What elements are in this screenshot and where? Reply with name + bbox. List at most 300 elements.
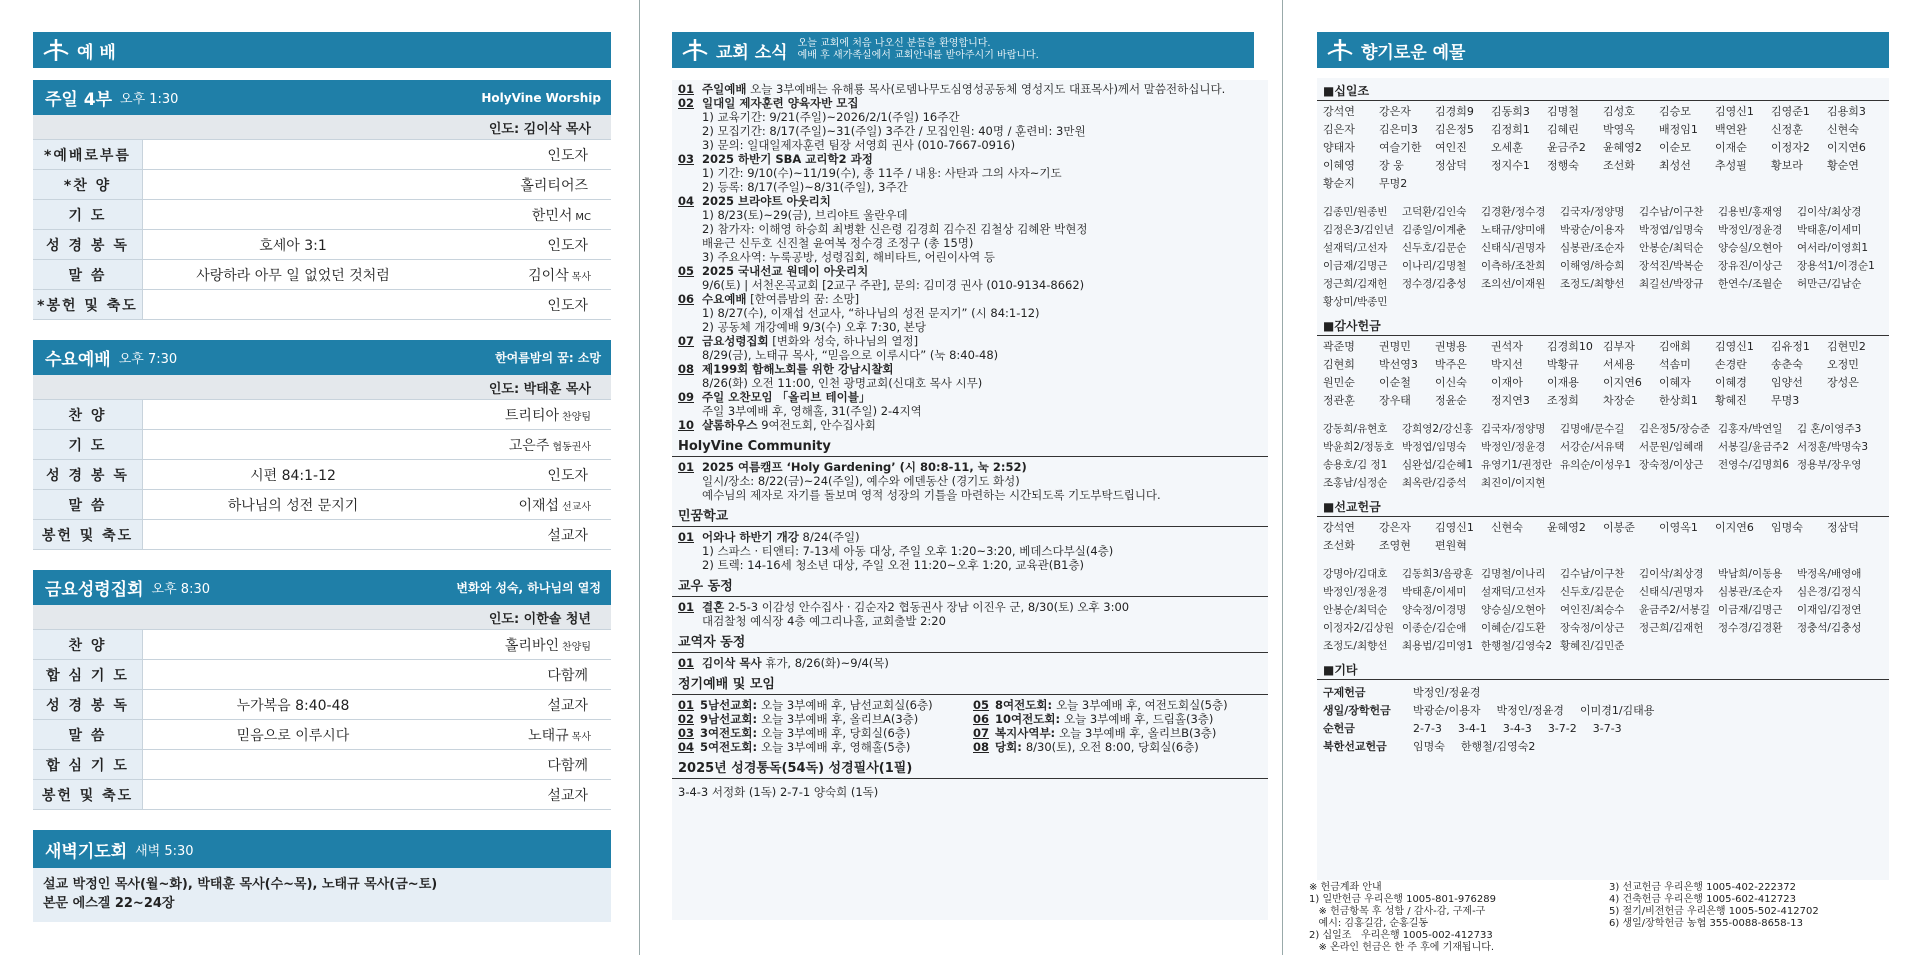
person-title: 찬양팀 xyxy=(562,641,591,653)
news-item-title: 수요예배 xyxy=(702,292,747,306)
offerer-name: 노태규/양미애 xyxy=(1481,224,1546,236)
offerer-name: 강석연 xyxy=(1323,105,1355,118)
service-leader: 인도: 이한솔 청년 xyxy=(33,605,611,630)
offerer-name: 곽준명 xyxy=(1323,340,1355,353)
news-item-title: 2025 국내선교 원데이 아웃리치 xyxy=(702,264,869,278)
name-list xyxy=(1317,563,1889,657)
offerer-name: 김은미3 xyxy=(1379,123,1418,136)
person-name: 설교자 xyxy=(547,787,588,804)
offerer-name: 양승실/오현아 xyxy=(1481,604,1546,616)
offerer-name: 김명철/이나리 xyxy=(1481,568,1546,580)
offerer-name: 권명민 xyxy=(1379,340,1411,353)
order-item: 말 씀 xyxy=(33,720,143,749)
offerer-name: 박선영3 xyxy=(1379,358,1418,371)
offerer-name: 김정은3/김인년 xyxy=(1323,224,1395,236)
offerer-name: 정근희/김재헌 xyxy=(1323,278,1388,290)
news-item-detail: 일시/장소: 8/22(금)~24(주일), 예수와 에덴동산 (경기도 화성) xyxy=(702,474,1020,488)
offerer-name: 이봉준 xyxy=(1603,521,1635,534)
news-item-title: 주일 오찬모임 「올리브 테이블」 xyxy=(702,390,871,404)
offerer-name: 신정훈 xyxy=(1771,123,1803,136)
offerer-name: 이혜자 xyxy=(1659,376,1691,389)
person-name: 다함께 xyxy=(547,757,588,774)
news-item-title: 결혼 xyxy=(702,600,725,614)
news-item-detail: 2) 트렉: 14-16세 청소년 대상, 주일 오전 11:20~오후 1:20, 교육관(B1층) xyxy=(702,558,1085,572)
offerer-name: 김국자/정양명 xyxy=(1560,206,1625,218)
order-detail: 호세아 3:1 xyxy=(259,237,327,254)
offerer-name: 손경란 xyxy=(1715,358,1747,371)
news-item-detail: 1) 기간: 9/10(수)~11/19(수), 총 11주 / 내용: 사탄과 그의 사자~기도 xyxy=(702,166,1062,180)
offerer-name: 서봉길/윤금주2 xyxy=(1718,441,1790,453)
offerer-name: 조선화 xyxy=(1323,539,1355,552)
offerer-name: 한상희1 xyxy=(1659,394,1698,407)
account-line: ※ 헌금항목 후 성함 / 감사-감, 구제-구 xyxy=(1309,906,1486,917)
offerer-name: 장용석1/이경순1 xyxy=(1797,260,1875,272)
offerer-name: 송춘숙 xyxy=(1771,358,1803,371)
news-item xyxy=(672,460,1268,502)
other-name: 한행철/김영숙2 xyxy=(1460,740,1536,753)
meeting-info: 오늘 3부예배 후, 영해홀(5층) xyxy=(761,740,911,754)
offerer-name: 백연완 xyxy=(1715,123,1747,136)
offerer-name: 정수경/김경환 xyxy=(1718,622,1783,634)
offerer-name: 신두호/김문순 xyxy=(1560,586,1625,598)
meeting-group: 9남선교회: xyxy=(700,712,758,726)
news-group-title: HolyVine Community xyxy=(672,432,1268,457)
account-line: ※ 헌금계좌 안내 xyxy=(1309,882,1382,893)
account-left xyxy=(1309,882,1609,954)
other-row xyxy=(1323,684,1883,702)
news-item-detail: 주일 3부예배 후, 영해홀, 31(주일) 2-4지역 xyxy=(702,404,922,418)
news-item xyxy=(672,390,1268,418)
offerer-name: 이재순 xyxy=(1715,141,1747,154)
offerer-name: 장숙정/이상근 xyxy=(1560,622,1625,634)
service-theme: 변화와 성숙, 하나님의 열정 xyxy=(456,581,601,595)
news-item-detail: 2) 등록: 8/17(주일)~8/31(주일), 3주간 xyxy=(702,180,908,194)
order-detail: 시편 84:1-12 xyxy=(250,467,336,484)
person-name: 고은주 xyxy=(508,437,550,454)
news-item-heading xyxy=(678,264,1268,278)
offerer-name: 이금재/김명근 xyxy=(1718,604,1783,616)
order-item: 말 씀 xyxy=(33,260,143,289)
service-time: 오후 1:30 xyxy=(120,92,179,107)
news-title: 교회 소식 xyxy=(716,42,788,63)
service-leader: 인도: 김이삭 목사 xyxy=(33,115,611,140)
other-name: 박정인/정윤경 xyxy=(1413,686,1481,699)
offerer-name: 여인진/최승수 xyxy=(1560,604,1625,616)
service-theme: HolyVine Worship xyxy=(481,90,601,105)
offerer-name: 정지수1 xyxy=(1491,159,1530,172)
offerer-name: 박정엽/임명숙 xyxy=(1639,224,1704,236)
offerer-name: 박정인/정윤경 xyxy=(1718,224,1783,236)
dawn-header xyxy=(33,830,611,868)
offerer-name: 김경희9 xyxy=(1435,105,1474,118)
meeting-group: 8여전도회: xyxy=(995,698,1053,712)
other-name: 3-4-1 xyxy=(1457,722,1487,735)
meeting-info: 오늘 3부예배 후, 올리브B(3층) xyxy=(1059,726,1217,740)
offerer-name: 장우태 xyxy=(1379,394,1411,407)
offerer-name: 박주은 xyxy=(1435,358,1467,371)
offerer-name: 김이삭/최상경 xyxy=(1797,206,1862,218)
offerer-name: 윤금주2/서봉길 xyxy=(1639,604,1711,616)
news-item-heading xyxy=(678,530,1268,544)
offerer-name: 정삼덕 xyxy=(1435,159,1467,172)
offerer-name: 오세훈 xyxy=(1491,141,1523,154)
order-row xyxy=(33,720,611,750)
offerer-name: 윤금주2 xyxy=(1547,141,1586,154)
offerer-name: 김동희3 xyxy=(1491,105,1530,118)
offerer-name: 이재아 xyxy=(1491,376,1523,389)
news-item-detail: 1) 교육기간: 9/21(주일)~2026/2/1(주일) 16주간 xyxy=(702,110,960,124)
news-item-number: 07 xyxy=(678,334,695,348)
offerer-name: 정충석/김충성 xyxy=(1797,622,1862,634)
news-item-number: 01 xyxy=(678,530,695,544)
order-row xyxy=(33,520,611,550)
meeting-info: 오늘 3부예배 후, 남선교회실(6층) xyxy=(761,698,933,712)
meeting-group: 5여전도회: xyxy=(700,740,758,754)
order-person xyxy=(443,145,611,165)
offerer-name: 조홍남/심정순 xyxy=(1323,477,1388,489)
other-name: 임명숙 xyxy=(1413,740,1445,753)
offerer-name: 최진이/이지현 xyxy=(1481,477,1546,489)
order-item: 봉헌 및 축도 xyxy=(33,780,143,809)
order-row xyxy=(33,630,611,660)
news-item-heading xyxy=(678,96,1268,110)
offerer-name: 황상미/박종민 xyxy=(1323,296,1388,308)
news-item-text: 오늘 3부예배는 유해룡 목사(로뎀나무도심영성공동체 영성지도 대표목사)께서 말씀전하십니다. xyxy=(746,82,1226,96)
offerer-name: 윤혜영2 xyxy=(1547,521,1586,534)
news-item-heading xyxy=(678,292,1268,306)
offerer-name: 정수경/김충성 xyxy=(1402,278,1467,290)
service-name: 주일 4부 xyxy=(45,90,113,110)
offerer-name: 김애희 xyxy=(1659,340,1691,353)
news-item-number: 01 xyxy=(678,656,695,670)
news-item-title: 2025 여름캠프 ‘Holy Gardening’ (시 80:8-11, 눅 2:52) xyxy=(702,460,1027,474)
order-item: *예배로부름 xyxy=(33,140,143,169)
offerer-name: 양태자 xyxy=(1323,141,1355,154)
dawn-prayer-block xyxy=(33,830,611,922)
offerer-name: 이신숙 xyxy=(1435,376,1467,389)
other-offerings xyxy=(1317,680,1889,760)
meeting-row xyxy=(973,712,1268,726)
account-info xyxy=(1309,882,1909,954)
news-item-text: [변화와 성숙, 하나님의 열정] xyxy=(768,334,919,348)
offerer-name: 강은자 xyxy=(1379,105,1411,118)
offerer-name: 이순모 xyxy=(1659,141,1691,154)
person-name: 다함께 xyxy=(547,667,588,684)
offerer-name: 조정도/최향선 xyxy=(1560,278,1625,290)
offerer-name: 김영신1 xyxy=(1715,105,1754,118)
news-item xyxy=(672,292,1268,334)
meeting-number: 08 xyxy=(973,740,990,754)
order-item: 성 경 봉 독 xyxy=(33,690,143,719)
news-item-detail: 2) 참가자: 이해영 하승희 최병환 신은령 김경희 김수진 김철상 김혜완 박현정 xyxy=(702,222,1088,236)
offerer-name: 이측하/조찬희 xyxy=(1481,260,1546,272)
order-person xyxy=(443,235,611,255)
order-item: 성 경 봉 독 xyxy=(33,460,143,489)
other-row xyxy=(1323,720,1883,738)
offerer-name: 이종순/김순애 xyxy=(1402,622,1467,634)
offerer-name: 설재덕/고선자 xyxy=(1323,242,1388,254)
meeting-group: 당회: xyxy=(995,740,1022,754)
offerer-name: 권병용 xyxy=(1435,340,1467,353)
order-item: *봉헌 및 축도 xyxy=(33,290,143,319)
offerer-name: 고덕환/김인숙 xyxy=(1402,206,1467,218)
news-item-heading xyxy=(678,418,1268,432)
order-person xyxy=(443,175,611,195)
order-item: 기 도 xyxy=(33,200,143,229)
offering-category: ■십일조 xyxy=(1317,78,1889,101)
offerer-name: 최용범/김미영1 xyxy=(1402,640,1474,652)
offerer-name: 조영현 xyxy=(1379,539,1411,552)
offerer-name: 정윤순 xyxy=(1435,394,1467,407)
offerer-name: 유영기1/권정란 xyxy=(1481,459,1553,471)
news-item-title: 김이삭 목사 xyxy=(702,656,762,670)
offerer-name: 양승실/오현아 xyxy=(1718,242,1783,254)
offerer-name: 추성필 xyxy=(1715,159,1747,172)
news-item-heading xyxy=(678,390,1268,404)
offerer-name: 김현민2 xyxy=(1827,340,1866,353)
welcome-line-2: 예배 후 새가족실에서 교회안내를 받아주시기 바랍니다. xyxy=(797,50,1039,61)
offerer-name: 박정인/정윤경 xyxy=(1481,441,1546,453)
news-item-text: 8/24(주일) xyxy=(798,530,860,544)
news-item-heading xyxy=(678,152,1268,166)
offerer-name: 박정엽/임명숙 xyxy=(1402,441,1467,453)
news-item-number: 09 xyxy=(678,390,695,404)
offerer-name: 안봉순/최덕순 xyxy=(1323,604,1388,616)
offerer-name: 신두호/김문순 xyxy=(1402,242,1467,254)
news-item xyxy=(672,334,1268,362)
meeting-row xyxy=(678,712,973,726)
order-row xyxy=(33,660,611,690)
offerer-name: 정용부/장우영 xyxy=(1797,459,1862,471)
news-item-title: 2025 브라야트 아웃리치 xyxy=(702,194,831,208)
order-person xyxy=(443,435,611,455)
dawn-name: 새벽기도회 xyxy=(45,841,128,862)
offerer-name: 김국자/정양명 xyxy=(1481,423,1546,435)
meeting-row xyxy=(678,726,973,740)
offerer-name: 정관훈 xyxy=(1323,394,1355,407)
offerer-name: 최길선/박장규 xyxy=(1639,278,1704,290)
other-name: 2-7-3 xyxy=(1413,722,1442,735)
news-item xyxy=(672,96,1268,152)
offerer-name: 이정자2 xyxy=(1771,141,1810,154)
other-type: 순헌금 xyxy=(1323,722,1355,735)
order-item: 찬 양 xyxy=(33,400,143,429)
offerer-name: 무명3 xyxy=(1771,394,1800,407)
order-item: 기 도 xyxy=(33,430,143,459)
offerer-name: 조정희 xyxy=(1547,394,1579,407)
meeting-group: 복지사역부: xyxy=(995,726,1056,740)
other-row xyxy=(1323,702,1883,720)
other-type: 북한선교헌금 xyxy=(1323,740,1387,753)
offering-category: ■감사헌금 xyxy=(1317,313,1889,336)
other-name: 박정인/정윤경 xyxy=(1496,704,1564,717)
person-title: 목사 xyxy=(571,271,591,283)
welcome-line-1: 오늘 교회에 처음 나오신 분들을 환영합니다. xyxy=(797,38,991,49)
offerer-name: 윤혜영2 xyxy=(1603,141,1642,154)
offerer-name: 김은정5 xyxy=(1435,123,1474,136)
offerer-name: 정삼덕 xyxy=(1827,521,1859,534)
meeting-info: 오늘 3부예배 후, 드림홀(3층) xyxy=(1064,712,1214,726)
offering-list xyxy=(1317,78,1889,880)
news-item-heading xyxy=(678,362,1268,376)
meeting-row xyxy=(973,698,1268,712)
order-person xyxy=(443,265,611,285)
worship-header xyxy=(33,32,611,68)
other-row xyxy=(1323,738,1883,756)
offerer-name: 김영준1 xyxy=(1771,105,1810,118)
order-person xyxy=(443,465,611,485)
account-line: 1) 일반헌금 우리은행 1005-801-976289 xyxy=(1309,894,1497,905)
news-item-detail: 예수님의 제자로 자기를 돌보며 영적 성장의 기틀을 마련하는 시간되도록 기도부탁드립니다. xyxy=(702,488,1161,502)
offerer-name: 무명2 xyxy=(1379,177,1408,190)
order-detail: 하나님의 성전 문지기 xyxy=(227,497,359,514)
news-item-number: 04 xyxy=(678,194,695,208)
news-item-title: 샬롬하우스 xyxy=(702,418,758,432)
order-row xyxy=(33,200,611,230)
news-item-heading xyxy=(678,194,1268,208)
offerer-name: 이나리/김명철 xyxy=(1402,260,1467,272)
order-row xyxy=(33,260,611,290)
news-item-detail: 2) 공동체 개강예배 9/3(수) 오후 7:30, 본당 xyxy=(702,320,927,334)
offerer-name: 김홍자/박연일 xyxy=(1718,423,1783,435)
person-title: 목사 xyxy=(571,731,591,743)
offerer-name: 조선화 xyxy=(1603,159,1635,172)
order-row xyxy=(33,460,611,490)
news-item-title: 금요성령집회 xyxy=(702,334,769,348)
wednesday-worship-block xyxy=(33,340,611,550)
offerer-name: 이재용 xyxy=(1547,376,1579,389)
service-name: 수요예배 xyxy=(45,350,111,370)
offering-category: ■선교헌금 xyxy=(1317,494,1889,517)
meeting-row xyxy=(678,698,973,712)
offerer-name: 김수남/이구찬 xyxy=(1639,206,1704,218)
news-item-heading xyxy=(678,600,1268,614)
news-item-detail: 1) 8/23(토)~29(금), 브리야트 울란우데 xyxy=(702,208,908,222)
person-title: 선교사 xyxy=(562,501,591,513)
order-item: *찬 양 xyxy=(33,170,143,199)
offerer-name: 조정도/최향선 xyxy=(1323,640,1388,652)
offerer-name: 김이삭/최상경 xyxy=(1639,568,1704,580)
name-list xyxy=(1317,336,1889,412)
offerer-name: 차장순 xyxy=(1603,394,1635,407)
news-item xyxy=(672,264,1268,292)
offerer-name: 박태훈/이세미 xyxy=(1797,224,1862,236)
order-item: 합 심 기 도 xyxy=(33,750,143,779)
offerer-name: 서강순/서유택 xyxy=(1560,441,1625,453)
news-item-number: 01 xyxy=(678,600,695,614)
service-name: 금요성령집회 xyxy=(45,580,144,600)
order-person xyxy=(443,635,611,655)
account-line: 6) 생일/장학헌금 농협 355-0088-8658-13 xyxy=(1609,918,1803,929)
news-item xyxy=(672,194,1268,264)
service-header xyxy=(33,340,611,375)
meeting-row xyxy=(973,726,1268,740)
account-line: 예시: 김홍길감, 순홍길동 xyxy=(1309,918,1429,929)
meeting-info: 오늘 3부예배 후, 당회실(6층) xyxy=(761,726,911,740)
offerer-name: 김유정1 xyxy=(1771,340,1810,353)
meeting-number: 03 xyxy=(678,726,695,740)
offerer-name: 강희영2/강신홍 xyxy=(1402,423,1474,435)
offerer-name: 이영옥1 xyxy=(1659,521,1698,534)
offerer-name: 이혜영 xyxy=(1323,159,1355,172)
offerer-name: 최옥란/김중석 xyxy=(1402,477,1467,489)
offerer-name: 황보라 xyxy=(1771,159,1803,172)
offering-header xyxy=(1317,32,1889,68)
offerer-name: 김명철 xyxy=(1547,105,1579,118)
news-item xyxy=(672,152,1268,194)
news-group-title: 교역자 동정 xyxy=(672,628,1268,653)
news-item xyxy=(672,418,1268,432)
person-title: 협동권사 xyxy=(552,441,591,453)
offerer-name: 장 웅 xyxy=(1379,159,1404,172)
order-row xyxy=(33,430,611,460)
offerer-name: 이재임/김정연 xyxy=(1797,604,1862,616)
offerer-name: 석솜미 xyxy=(1659,358,1691,371)
reading-list: 3-4-3 서정화 (1독) 2-7-1 양숙희 (1독) xyxy=(678,785,879,799)
news-item-number: 10 xyxy=(678,418,695,432)
other-name: 3-7-3 xyxy=(1592,722,1622,735)
offerer-name: 박영옥 xyxy=(1603,123,1635,136)
offerer-name: 김종일/이계춘 xyxy=(1402,224,1467,236)
offerer-name: 김용빈/홍재영 xyxy=(1718,206,1783,218)
offerer-name: 서정훈/박명숙3 xyxy=(1797,441,1869,453)
offerer-name: 김동희3/음광훈 xyxy=(1402,568,1474,580)
offerer-name: 신현숙 xyxy=(1491,521,1523,534)
offerer-name: 장유진/이상근 xyxy=(1718,260,1783,272)
news-item-title: 어와나 하반기 개강 xyxy=(702,530,799,544)
offerer-name: 최성선 xyxy=(1659,159,1691,172)
order-detail: 믿음으로 이루시다 xyxy=(236,727,350,744)
other-name: 이미경1/김태용 xyxy=(1579,704,1655,717)
order-row xyxy=(33,750,611,780)
name-list xyxy=(1317,101,1889,195)
service-leader: 인도: 박태훈 목사 xyxy=(33,375,611,400)
offerer-name: 한행철/김영숙2 xyxy=(1481,640,1553,652)
church-logo-icon xyxy=(41,36,71,64)
news-item-heading xyxy=(678,656,1268,670)
offering-title: 향기로운 예물 xyxy=(1361,42,1466,63)
offerer-name: 장석진/박복순 xyxy=(1639,260,1704,272)
service-header xyxy=(33,80,611,115)
offerer-name: 이금재/김명근 xyxy=(1323,260,1388,272)
meeting-number: 01 xyxy=(678,698,695,712)
news-item-number: 08 xyxy=(678,362,695,376)
offerer-name: 설재덕/고선자 xyxy=(1481,586,1546,598)
offerer-name: 김영신1 xyxy=(1715,340,1754,353)
meeting-group: 3여전도회: xyxy=(700,726,758,740)
other-type: 생일/장학헌금 xyxy=(1323,704,1391,717)
news-item-number: 03 xyxy=(678,152,695,166)
news-item-detail: 대검찰청 예식장 4층 예그리나홀, 교회출발 2:20 xyxy=(702,614,946,628)
offerer-name: 김용희3 xyxy=(1827,105,1866,118)
offerer-name: 황순지 xyxy=(1323,177,1355,190)
news-item-number: 01 xyxy=(678,460,695,474)
offerer-name: 장숙정/이상근 xyxy=(1639,459,1704,471)
offerer-name: 임명숙 xyxy=(1771,521,1803,534)
offerer-name: 배정임1 xyxy=(1659,123,1698,136)
account-line: ※ 온라인 헌금은 한 주 후에 기재됩니다. xyxy=(1309,942,1495,953)
news-item-title: 제199회 함해노회를 위한 강남시찰회 xyxy=(702,362,894,376)
offerer-name: 심완섭/김순혜1 xyxy=(1402,459,1474,471)
meeting-info: 오늘 3부예배 후, 여전도회실(5층) xyxy=(1056,698,1228,712)
news-item-text: 9여전도회, 안수집사회 xyxy=(757,418,876,432)
order-row xyxy=(33,140,611,170)
offerer-name: 김현희 xyxy=(1323,358,1355,371)
order-person xyxy=(443,695,611,715)
news-item-title: 2025 하반기 SBA 교리학2 과정 xyxy=(702,152,873,166)
offerer-name: 여슬기한 xyxy=(1379,141,1422,154)
offerer-name: 황혜진 xyxy=(1715,394,1747,407)
